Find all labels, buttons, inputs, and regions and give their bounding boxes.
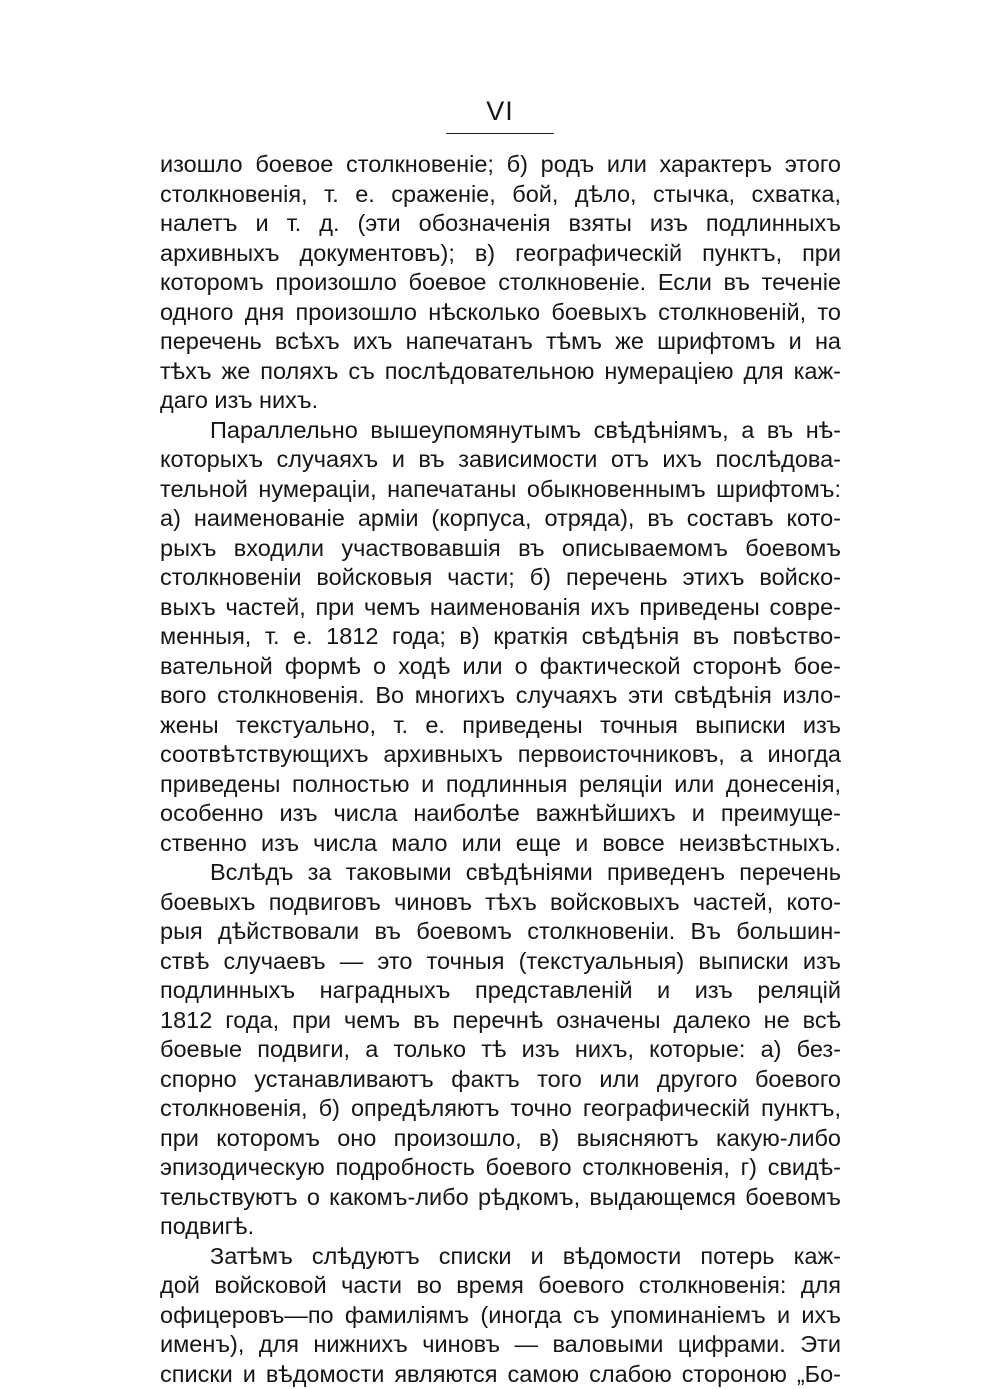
text-line: изошло боевое столкновенiе; б) родъ или характеръ этого <box>160 150 841 180</box>
text-line: столкновенiи войсковыя части; б) перечень этихъ войско- <box>160 563 841 593</box>
text-line: тельствуютъ о какомъ-либо рѣдкомъ, выдающемся боевомъ <box>160 1183 841 1213</box>
text-line: соотвѣтствующихъ архивныхъ первоисточниковъ, а иногда <box>160 740 841 770</box>
text-line: списки и вѣдомости являются самою слабою стороною „Бо- <box>160 1360 841 1389</box>
text-line: 1812 года, при чемъ въ перечнѣ означены далеко не всѣ <box>160 1006 841 1036</box>
text-line: вого столкновенiя. Во многихъ случаяхъ эти свѣдѣнiя изло- <box>160 681 841 711</box>
text-line: ствѣ случаевъ — это точныя (текстуальныя) выписки изъ <box>160 947 841 977</box>
text-line: налетъ и т. д. (эти обозначенiя взяты изъ подлинныхъ <box>160 209 841 239</box>
text-line: офицеровъ—по фамилiямъ (иногда съ упоминанiемъ и ихъ <box>160 1301 841 1331</box>
text-line: подлинныхъ наградныхъ представленiй и изъ реляцiй <box>160 976 841 1006</box>
text-line: подвигѣ. <box>160 1212 841 1242</box>
page-number: VI <box>0 96 1000 126</box>
body-text <box>160 150 841 1389</box>
text-line: а) наименованiе армiи (корпуса, отряда), въ составъ кото- <box>160 504 841 534</box>
text-line: спорно устанавливаютъ фактъ того или другого боевого <box>160 1065 841 1095</box>
text-line: выхъ частей, при чемъ наименованiя ихъ приведены совре- <box>160 593 841 623</box>
text-line: даго изъ нихъ. <box>160 386 841 416</box>
text-line: которыхъ случаяхъ и въ зависимости отъ ихъ послѣдова- <box>160 445 841 475</box>
text-line: рыхъ входили участвовавшiя въ описываемомъ боевомъ <box>160 534 841 564</box>
text-line: которомъ произошло боевое столкновенiе. Если въ теченiе <box>160 268 841 298</box>
page-number-rule <box>446 133 554 134</box>
text-line: именъ), для нижнихъ чиновъ — валовыми цифрами. Эти <box>160 1330 841 1360</box>
text-line: столкновенiя, т. е. сраженiе, бой, дѣло, стычка, схватка, <box>160 180 841 210</box>
text-line: столкновенiя, б) опредѣляютъ точно географическiй пунктъ, <box>160 1094 841 1124</box>
text-line: особенно изъ числа наиболѣе важнѣйшихъ и преимуще- <box>160 799 841 829</box>
text-line: одного дня произошло нѣсколько боевыхъ столкновенiй, то <box>160 298 841 328</box>
text-line: ственно изъ числа мало или еще и вовсе неизвѣстныхъ. <box>160 829 841 859</box>
text-line: дой войсковой части во время боевого столкновенiя: для <box>160 1271 841 1301</box>
text-line: эпизодическую подробность боевого столкновенiя, г) свидѣ- <box>160 1153 841 1183</box>
text-line: вательной формѣ о ходѣ или о фактической сторонѣ бое- <box>160 652 841 682</box>
text-line: тельной нумерацiи, напечатаны обыкновеннымъ шрифтомъ: <box>160 475 841 505</box>
text-line: Затѣмъ слѣдуютъ списки и вѣдомости потерь каж- <box>160 1242 841 1272</box>
text-line: Вслѣдъ за таковыми свѣдѣнiями приведенъ перечень <box>160 858 841 888</box>
text-line: боевые подвиги, а только тѣ изъ нихъ, которые: а) без- <box>160 1035 841 1065</box>
text-line: менныя, т. е. 1812 года; в) краткiя свѣдѣнiя въ повѣство- <box>160 622 841 652</box>
text-line: архивныхъ документовъ); в) географическiй пунктъ, при <box>160 239 841 269</box>
text-line: приведены полностью и подлинныя реляцiи или донесенiя, <box>160 770 841 800</box>
text-line: при которомъ оно произошло, в) выясняютъ какую-либо <box>160 1124 841 1154</box>
text-line: жены текстуально, т. е. приведены точныя выписки изъ <box>160 711 841 741</box>
text-line: рыя дѣйствовали въ боевомъ столкновенiи. Въ большин- <box>160 917 841 947</box>
text-line: Параллельно вышеупомянутымъ свѣдѣнiямъ, а въ нѣ- <box>160 416 841 446</box>
text-line: перечень всѣхъ ихъ напечатанъ тѣмъ же шрифтомъ и на <box>160 327 841 357</box>
text-line: тѣхъ же поляхъ съ послѣдовательною нумерацiею для каж- <box>160 357 841 387</box>
text-line: боевыхъ подвиговъ чиновъ тѣхъ войсковыхъ частей, кото- <box>160 888 841 918</box>
